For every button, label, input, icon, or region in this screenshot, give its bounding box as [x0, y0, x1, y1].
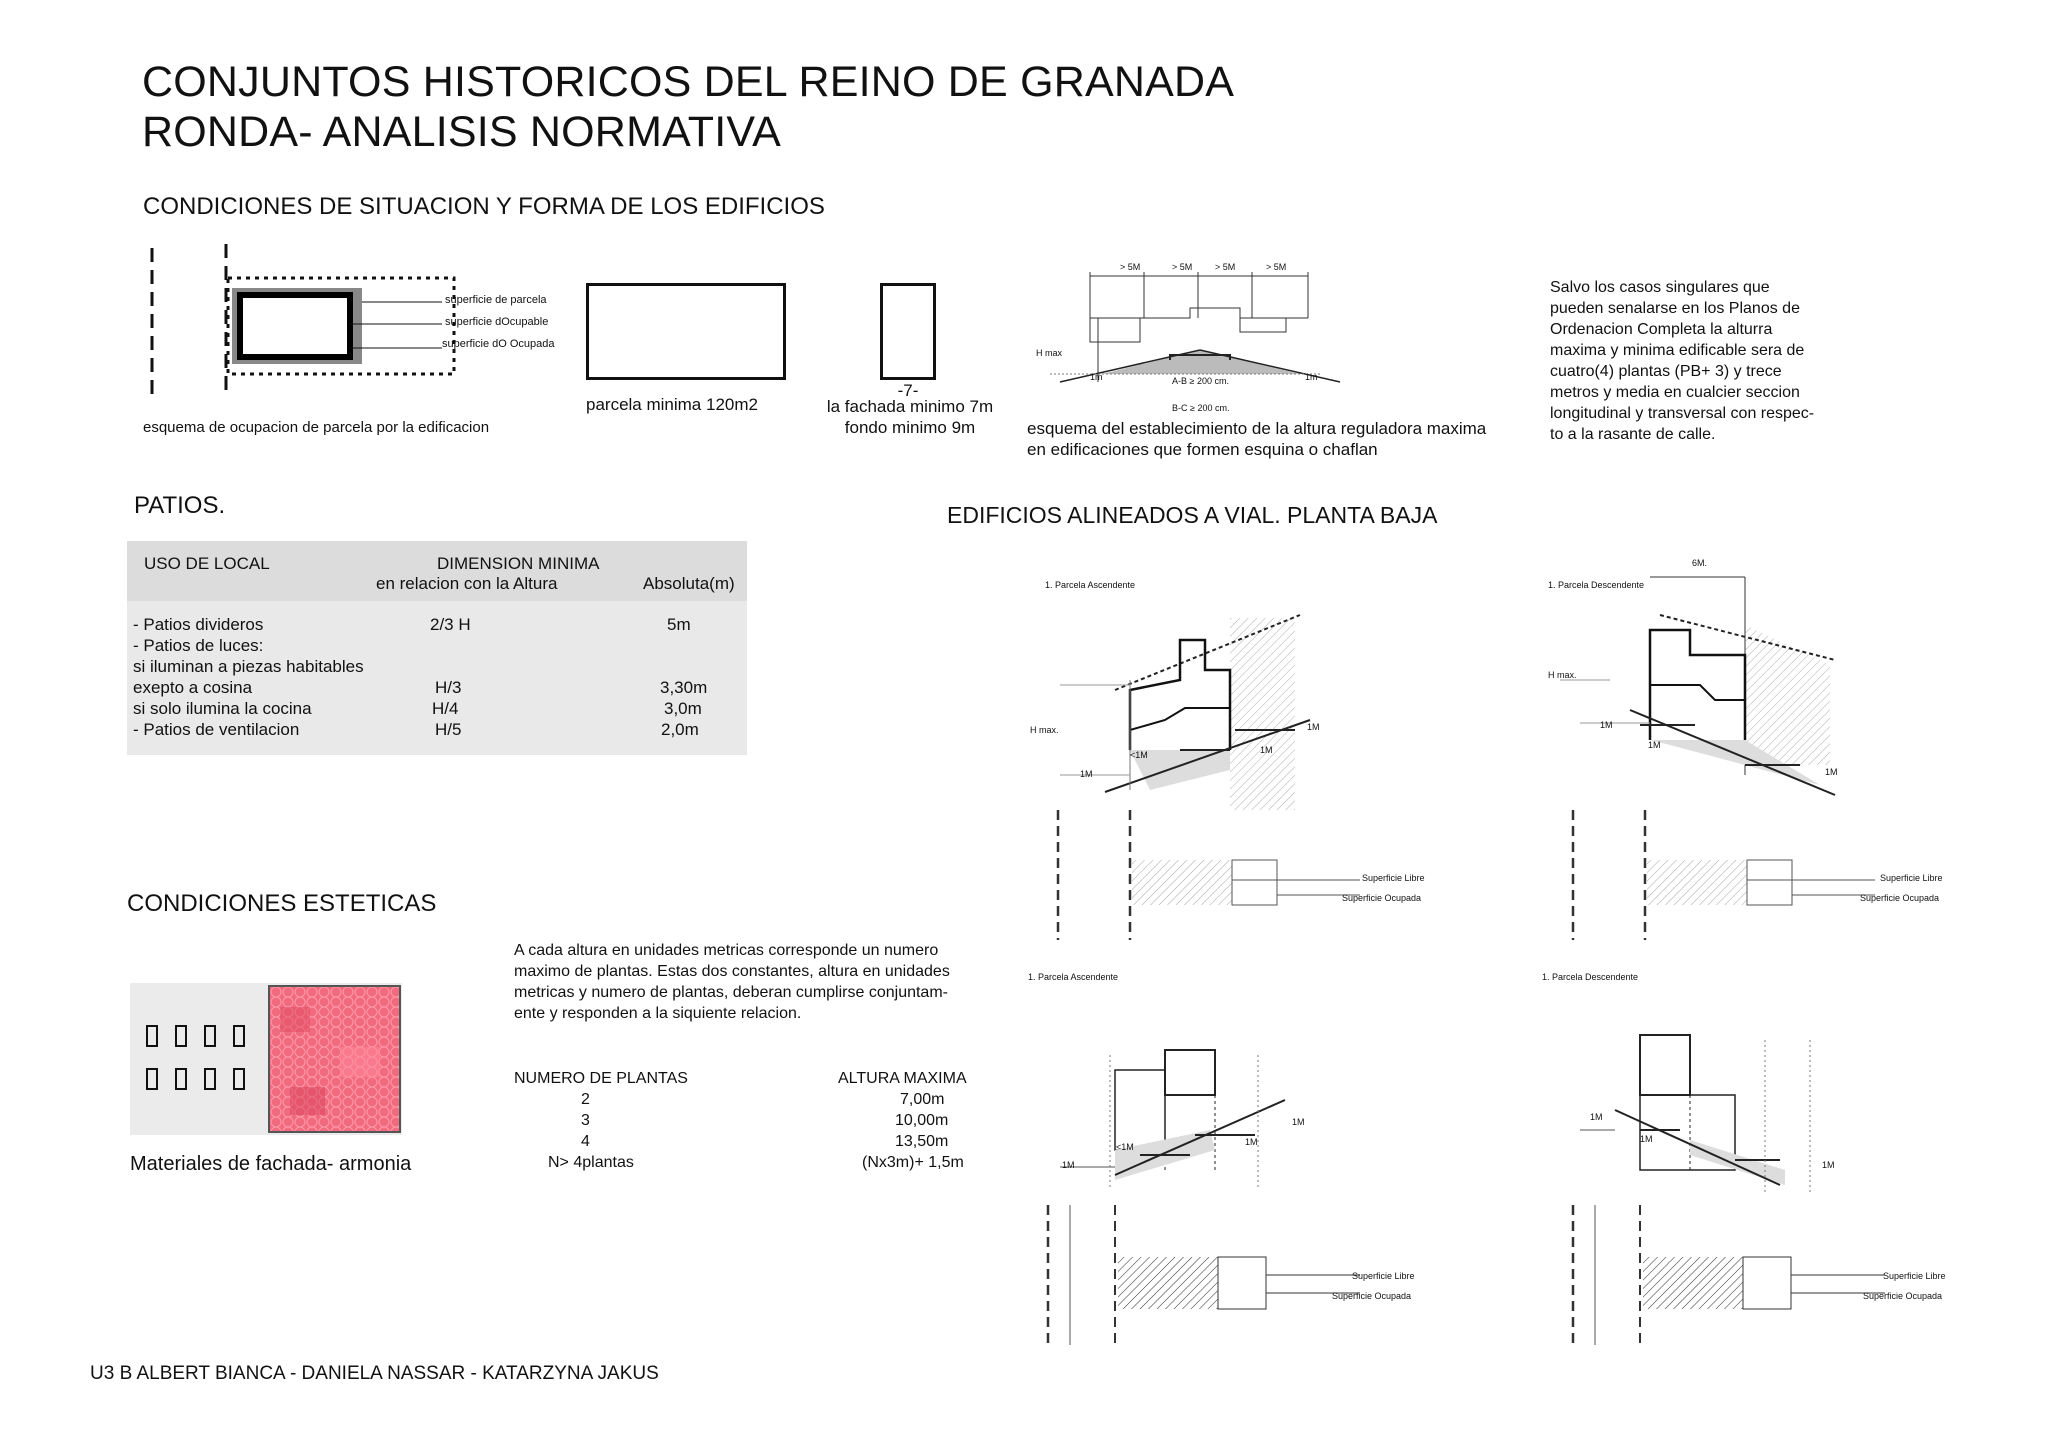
bl-1m: 1M — [1062, 1160, 1075, 1170]
paragraph-line: metricas y numero de plantas, deberan cumplirse conjuntam- — [514, 984, 948, 1001]
patios-row-abs: 2,0m — [661, 720, 699, 739]
br-1m: 1M — [1590, 1112, 1603, 1122]
patios-row-abs: 5m — [667, 615, 691, 634]
window-icon — [146, 1025, 158, 1047]
dim-ab: A-B ≥ 200 cm. — [1172, 376, 1229, 386]
note-line: to a la rasante de calle. — [1550, 426, 1716, 443]
plantas-value: 2 — [581, 1091, 590, 1108]
patios-row-rel: H/3 — [435, 678, 462, 697]
tr-6m: 6M. — [1692, 558, 1708, 568]
note-line: pueden senalarse en los Planos de — [1550, 300, 1800, 317]
tr-hmax: H max. — [1548, 670, 1577, 680]
patios-heading: PATIOS. — [134, 492, 226, 519]
window-icon — [146, 1068, 158, 1090]
patios-row-abs: 3,0m — [664, 699, 702, 718]
plantas-value: 3 — [581, 1112, 590, 1129]
parcel-occupation-caption: esquema de ocupacion de parcela por la edificacion — [143, 419, 490, 436]
note-line: maxima y minima edificable sera de — [1550, 342, 1805, 359]
alineados-heading: EDIFICIOS ALINEADOS A VIAL. PLANTA BAJA — [947, 502, 1438, 528]
section-descendente-diagram — [1550, 565, 1850, 805]
dim-hmax: H max — [1036, 348, 1063, 358]
plan-tr-libre: Superficie Libre — [1880, 873, 1943, 883]
altura-caption-2: en edificaciones que formen esquina o chaflan — [1027, 440, 1378, 459]
dim-5m-3: > 5M — [1215, 262, 1236, 272]
tr-1m-b: 1M — [1648, 740, 1661, 750]
window-icon — [233, 1068, 245, 1090]
section-descendente-2-diagram — [1570, 1030, 1890, 1200]
label-superficie-ocupada: superficie dO Ocupada — [442, 338, 555, 350]
plan-tl-ocupada: Superficie Ocupada — [1342, 893, 1422, 903]
altura-value: 10,00m — [895, 1112, 949, 1129]
fachada-caption-2: fondo minimo 9m — [844, 418, 976, 437]
plantas-col-header: NUMERO DE PLANTAS — [514, 1070, 688, 1087]
plantas-value: N> 4plantas — [548, 1154, 634, 1171]
bl-label: 1. Parcela Ascendente — [1028, 972, 1119, 982]
esteticas-heading: CONDICIONES ESTETICAS — [127, 890, 437, 917]
parcela-minima-rect — [586, 283, 786, 380]
note-line: Ordenacion Completa la alturra — [1550, 321, 1773, 338]
altura-reguladora-diagram — [1020, 262, 1360, 412]
patios-row-abs: 3,30m — [660, 678, 708, 697]
tl-1m: 1M — [1080, 769, 1093, 779]
plan-bl-ocupada: Superficie Ocupada — [1332, 1291, 1412, 1301]
altura-value: (Nx3m)+ 1,5m — [862, 1154, 964, 1171]
patios-row-label: - Patios de ventilacion — [133, 720, 300, 739]
patios-row-label: exepto a cosina — [133, 678, 253, 697]
dim-bc: B-C ≥ 200 cm. — [1172, 403, 1230, 413]
br-1m-b: 1M — [1640, 1134, 1653, 1144]
patios-row-rel: H/4 — [432, 699, 459, 718]
tr-label: 1. Parcela Descendente — [1548, 580, 1645, 590]
patios-table — [127, 541, 747, 755]
parcela-minima-caption: parcela minima 120m2 — [586, 395, 758, 414]
tl-hmax: H max. — [1030, 725, 1059, 735]
plan-bl-libre: Superficie Libre — [1352, 1271, 1415, 1281]
tl-1m-c: 1M — [1307, 722, 1320, 732]
dim-1m-right: 1m — [1305, 372, 1318, 382]
br-label: 1. Parcela Descendente — [1542, 972, 1639, 982]
patios-row-label: - Patios de luces: — [133, 636, 264, 655]
window-icon — [204, 1068, 216, 1090]
footer-authors: U3 B ALBERT BIANCA - DANIELA NASSAR - KATARZYNA JAKUS — [90, 1363, 659, 1384]
fachada-marker: -7- — [897, 381, 919, 400]
patios-col-relacion: en relacion con la Altura — [376, 574, 558, 593]
window-icon — [175, 1025, 187, 1047]
facade-material-swatch — [268, 985, 401, 1133]
patios-row-rel: H/5 — [435, 720, 462, 739]
situacion-heading: CONDICIONES DE SITUACION Y FORMA DE LOS EDIFICIOS — [143, 193, 825, 220]
note-line: cuatro(4) plantas (PB+ 3) y trece — [1550, 363, 1782, 380]
altura-value: 13,50m — [895, 1133, 949, 1150]
parcel-occupation-diagram — [140, 240, 470, 400]
br-1m-c: 1M — [1822, 1160, 1835, 1170]
dim-5m-4: > 5M — [1266, 262, 1287, 272]
tr-1m-c: 1M — [1825, 767, 1838, 777]
plan-descendente-top — [1565, 810, 1885, 940]
bl-lt1m: <1M — [1116, 1142, 1134, 1152]
altura-col-header: ALTURA MAXIMA — [838, 1070, 967, 1087]
plan-br-ocupada: Superficie Ocupada — [1863, 1291, 1943, 1301]
patios-row-label: - Patios divideros — [133, 615, 264, 634]
label-superficie-parcela: superficie de parcela — [445, 294, 547, 306]
paragraph-line: maximo de plantas. Estas dos constantes, altura en unidades — [514, 963, 950, 980]
tl-label: 1. Parcela Ascendente — [1045, 580, 1136, 590]
plan-tr-ocupada: Superficie Ocupada — [1860, 893, 1940, 903]
patios-row-label: si iluminan a piezas habitables — [133, 657, 364, 676]
facade-caption: Materiales de fachada- armonia — [130, 1153, 412, 1175]
plan-br-libre: Superficie Libre — [1883, 1271, 1946, 1281]
page-title-line1: CONJUNTOS HISTORICOS DEL REINO DE GRANADA — [142, 58, 1235, 106]
dim-5m-2: > 5M — [1172, 262, 1193, 272]
plan-descendente-bottom — [1565, 1205, 1895, 1345]
altura-value: 7,00m — [900, 1091, 945, 1108]
fachada-caption-1: la fachada minimo 7m — [826, 397, 994, 416]
plan-ascendente-top — [1050, 810, 1370, 940]
paragraph-line: ente y responden a la siquiente relacion. — [514, 1005, 802, 1022]
patios-row-rel: 2/3 H — [430, 615, 471, 634]
tl-1m-b: 1M — [1260, 745, 1273, 755]
patios-col-dimension: DIMENSION MINIMA — [437, 554, 600, 573]
altura-caption-1: esquema del establecimiento de la altura reguladora maxima — [1027, 419, 1487, 438]
label-superficie-ocupable: superficie dOcupable — [445, 316, 549, 328]
dim-5m-1: > 5M — [1120, 262, 1141, 272]
plan-ascendente-bottom — [1040, 1205, 1370, 1345]
page-title-line2: RONDA- ANALISIS NORMATIVA — [142, 108, 781, 156]
bl-1m-b: 1M — [1245, 1137, 1258, 1147]
window-icon — [204, 1025, 216, 1047]
paragraph-line: A cada altura en unidades metricas corresponde un numero — [514, 942, 939, 959]
patios-col-absoluta: Absoluta(m) — [643, 574, 735, 593]
section-ascendente-diagram — [1020, 600, 1350, 800]
fachada-rect — [880, 283, 936, 380]
patios-row-label: si solo ilumina la cocina — [133, 699, 312, 718]
plan-tl-libre: Superficie Libre — [1362, 873, 1425, 883]
window-icon — [233, 1025, 245, 1047]
tr-1m: 1M — [1600, 720, 1613, 730]
dim-1m-left: 1m — [1090, 372, 1103, 382]
note-line: longitudinal y transversal con respec- — [1550, 405, 1815, 422]
note-line: metros y media en cualcier seccion — [1550, 384, 1800, 401]
bl-1m-c: 1M — [1292, 1117, 1305, 1127]
plantas-value: 4 — [581, 1133, 590, 1150]
window-icon — [175, 1068, 187, 1090]
patios-col-uso: USO DE LOCAL — [144, 554, 270, 573]
note-line: Salvo los casos singulares que — [1550, 279, 1770, 296]
tl-lt1m: <1M — [1130, 750, 1148, 760]
